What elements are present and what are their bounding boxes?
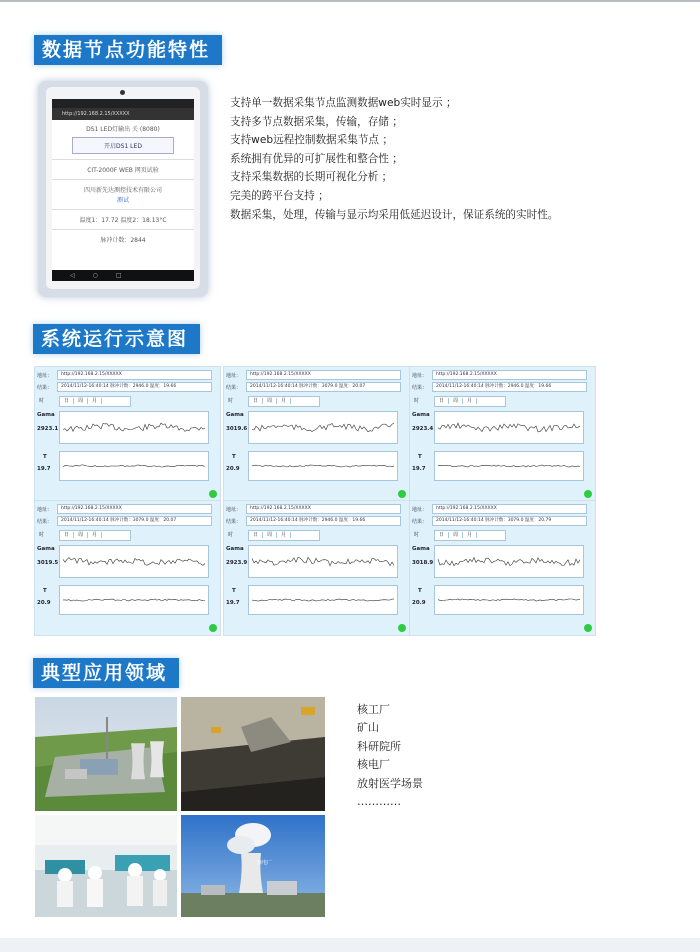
application-item: 核电厂 (357, 758, 390, 772)
gamma-value: 3019.6 (226, 426, 248, 432)
trace-line (435, 452, 583, 480)
feature-item: 支持采集数据的长期可视化分析 ； (230, 171, 393, 184)
addr-label: 地址： (37, 507, 53, 513)
feature-item: 数据采集，处理，传输与显示均采用低延迟设计，保证系统的实时性。 (230, 208, 559, 221)
status-indicator-icon (584, 490, 592, 498)
t-label: T (418, 454, 422, 460)
status-indicator-icon (209, 490, 217, 498)
result-label: 结果： (37, 519, 53, 525)
time-label: 时 (414, 398, 420, 404)
gamma-label: Gama (37, 412, 55, 418)
gamma-plot (434, 411, 584, 444)
time-label: 时 (228, 532, 234, 538)
monitor-panel (34, 500, 221, 636)
feature-item: 支持单一数据采集节点监测数据web实时显示 ； (230, 97, 457, 109)
monitor-panel (223, 500, 410, 636)
url-field[interactable]: http://192.168.2.15/XXXXX (432, 370, 587, 380)
top-divider (0, 0, 700, 2)
temperature-plot (59, 585, 209, 615)
features-section-title: 数据节点功能特性 (34, 35, 222, 65)
period-tabs[interactable] (59, 530, 131, 541)
camera-icon (120, 90, 125, 95)
led-status: DS1 LED灯输出 关 (8080) (86, 126, 160, 133)
company-sub: 测试 (116, 197, 129, 204)
time-label: 时 (414, 532, 420, 538)
tab-day[interactable]: 日 (249, 398, 263, 404)
trace-line (435, 412, 583, 443)
trace-line (435, 546, 583, 577)
gamma-label: Gama (226, 546, 244, 552)
trace-line (60, 586, 208, 614)
result-field: 2014/11/12-16:40:14 脉冲计数：2946.0 温度：19.66 (57, 382, 212, 392)
trace-line (249, 452, 397, 480)
url-field[interactable]: http://192.168.2.15/XXXXX (246, 370, 401, 380)
status-indicator-icon (398, 490, 406, 498)
gamma-label: Gama (37, 546, 55, 552)
t-value: 20.9 (412, 600, 426, 606)
trace-line (249, 412, 397, 443)
tab-month[interactable]: 月 (277, 532, 291, 538)
t-label: T (418, 588, 422, 594)
bottom-band (0, 938, 700, 952)
result-field: 2014/11/12-16:40:14 脉冲计数：2946.0 温度：19.66 (432, 382, 587, 392)
t-value: 20.9 (226, 466, 240, 472)
gamma-value: 3019.5 (37, 560, 59, 566)
company-name: 四川新先达测控技术有限公司 (83, 187, 162, 194)
application-item: ………… (357, 795, 401, 809)
laboratory-photo (35, 815, 177, 917)
addr-label: 地址： (226, 507, 242, 513)
diagram-section-title: 系统运行示意图 (33, 324, 200, 354)
t-label: T (232, 588, 236, 594)
tablet-screen: http://192.168.2.15/XXXXX DS1 LED灯输出 关 (8080) 开启DS1 LED CIT-2000F WEB 网页试验 四川新先达测控技术有限公司 测试 温度1：17.72 温度2：18.13°C 脉冲计数：2844 ◁ ○ □ (52, 99, 194, 281)
t-label: T (43, 588, 47, 594)
result-label: 结果： (412, 519, 428, 525)
result-field: 2014/11/12-16:40:14 脉冲计数：2946.0 温度：19.66 (246, 516, 401, 526)
tablet-photo (38, 81, 208, 297)
result-label: 结果： (412, 385, 428, 391)
gamma-plot (248, 545, 398, 578)
application-list (357, 701, 423, 811)
t-value: 20.9 (37, 600, 51, 606)
tab-month[interactable]: 月 (88, 532, 102, 538)
time-label: 时 (228, 398, 234, 404)
mine-photo (181, 697, 325, 811)
time-label: 时 (39, 532, 45, 538)
gamma-label: Gama (226, 412, 244, 418)
status-indicator-icon (398, 624, 406, 632)
addr-label: 地址： (37, 373, 53, 379)
gamma-label: Gama (412, 546, 430, 552)
trace-line (435, 586, 583, 614)
gamma-value: 2923.1 (37, 426, 59, 432)
t-value: 19.7 (37, 466, 51, 472)
feature-list (230, 94, 680, 224)
trace-line (249, 586, 397, 614)
trace-line (60, 412, 208, 443)
period-tabs[interactable] (248, 396, 320, 407)
temperature-readout: 温度1：17.72 温度2：18.13°C (79, 217, 167, 224)
period-tabs[interactable] (434, 530, 506, 541)
temperature-plot (248, 585, 398, 615)
tab-day[interactable]: 日 (60, 532, 74, 538)
gamma-value: 2923.4 (412, 426, 434, 432)
tab-week[interactable]: 周 (74, 532, 88, 538)
period-tabs[interactable] (59, 396, 131, 407)
gamma-value: 3018.9 (412, 560, 434, 566)
addr-label: 地址： (412, 507, 428, 513)
t-label: T (43, 454, 47, 460)
tab-week[interactable]: 周 (449, 532, 463, 538)
feature-item: 支持多节点数据采集，传输，存储 ； (230, 115, 403, 128)
device-title: CIT-2000F WEB 网页试验 (87, 167, 159, 174)
t-label: T (232, 454, 236, 460)
application-item: 放射医学场景 (357, 776, 423, 790)
pulse-count: 脉冲计数：2844 (100, 237, 146, 244)
gamma-plot (59, 411, 209, 444)
url-field[interactable]: http://192.168.2.15/XXXXX (246, 504, 401, 514)
feature-item: 支持web远程控制数据采集节点 ； (230, 134, 393, 147)
result-label: 结果： (226, 519, 242, 525)
t-value: 19.7 (226, 600, 240, 606)
monitor-panel (409, 366, 596, 502)
power-plant-photo (181, 815, 325, 917)
period-tabs[interactable] (248, 530, 320, 541)
time-label: 时 (39, 398, 45, 404)
feature-item: 完美的跨平台支持 ； (230, 189, 329, 202)
apps-section-title: 典型应用领域 (33, 658, 179, 688)
temperature-plot (59, 451, 209, 481)
t-value: 19.7 (412, 466, 426, 472)
nuclear-plant-photo (35, 697, 177, 811)
tab-day[interactable]: 日 (435, 398, 449, 404)
tab-month[interactable]: 月 (277, 398, 291, 404)
status-indicator-icon (209, 624, 217, 632)
application-item: 核工厂 (357, 703, 390, 716)
temperature-plot (434, 585, 584, 615)
application-item: 矿山 (357, 721, 379, 735)
result-label: 结果： (226, 385, 242, 391)
monitor-panel (223, 366, 410, 502)
trace-line (249, 546, 397, 577)
period-tabs[interactable] (434, 396, 506, 407)
tab-week[interactable]: 周 (263, 398, 277, 404)
monitor-panel (34, 366, 221, 502)
url-field[interactable]: http://192.168.2.15/XXXXX (57, 370, 212, 380)
temperature-plot (248, 451, 398, 481)
feature-item: 系统拥有优异的可扩展性和整合性 ； (230, 152, 403, 165)
url-field[interactable]: http://192.168.2.15/XXXXX (57, 504, 212, 514)
trace-line (60, 452, 208, 480)
application-item: 科研院所 (357, 739, 401, 753)
gamma-plot (248, 411, 398, 444)
tab-month[interactable]: 月 (88, 398, 102, 404)
tab-day[interactable]: 日 (249, 532, 263, 538)
gamma-plot (434, 545, 584, 578)
url-field[interactable]: http://192.168.2.15/XXXXX (432, 504, 587, 514)
tab-week[interactable]: 周 (449, 398, 463, 404)
tab-day[interactable]: 日 (60, 398, 74, 404)
photo-caption: 核电厂 (257, 860, 273, 866)
status-indicator-icon (584, 624, 592, 632)
temperature-plot (434, 451, 584, 481)
monitor-panel (409, 500, 596, 636)
result-label: 结果： (37, 385, 53, 391)
gamma-plot (59, 545, 209, 578)
addr-label: 地址： (226, 373, 242, 379)
result-field: 2014/11/12-16:40:14 脉冲计数：3079.0 温度：20.07 (57, 516, 212, 526)
tab-day[interactable]: 日 (435, 532, 449, 538)
trace-line (60, 546, 208, 577)
tab-week[interactable]: 周 (74, 398, 88, 404)
tab-month[interactable]: 月 (463, 398, 477, 404)
led-button: 开启DS1 LED (72, 137, 174, 154)
tab-month[interactable]: 月 (463, 532, 477, 538)
tab-week[interactable]: 周 (263, 532, 277, 538)
gamma-label: Gama (412, 412, 430, 418)
gamma-value: 2923.9 (226, 560, 248, 566)
addr-label: 地址： (412, 373, 428, 379)
result-field: 2014/11/12-16:40:14 脉冲计数：3079.0 温度：20.79 (432, 516, 587, 526)
result-field: 2014/11/12-16:40:14 脉冲计数：3079.0 温度：20.07 (246, 382, 401, 392)
